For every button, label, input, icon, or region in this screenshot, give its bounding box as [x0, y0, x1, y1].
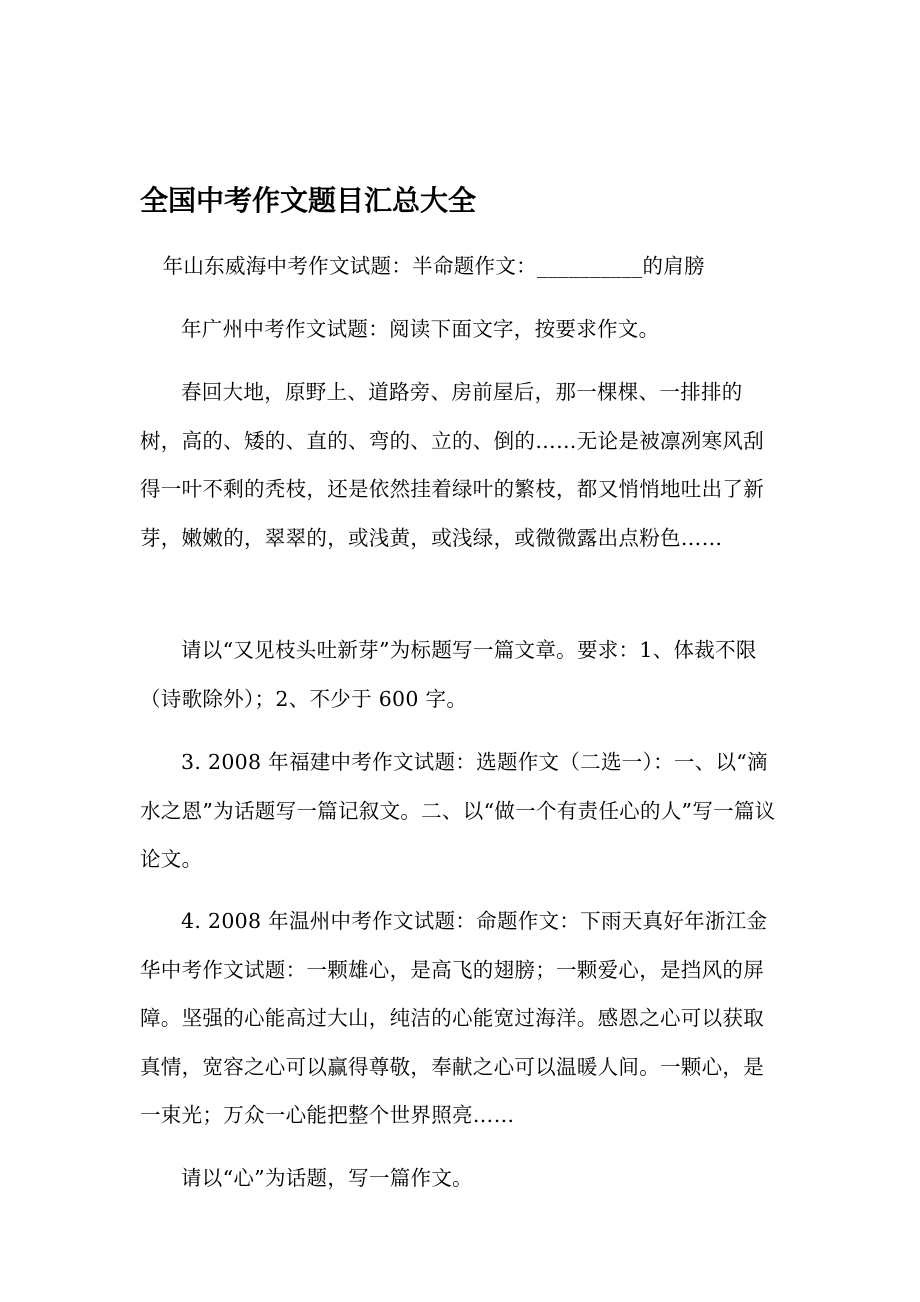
page-title: 全国中考作文题目汇总大全 [140, 184, 477, 217]
paragraph-heart-requirement: 请以“心”为话题，写一篇作文。 [181, 1166, 473, 1190]
paragraph-fujian-topic: 3. 2008 年福建中考作文试题：选题作文（二选一）：一、以“滴水之恩”为话题写一篇记叙文。二、以“做一个有责任心的人”写一篇议论文。 [140, 750, 776, 871]
paragraph-spring-passage: 春回大地，原野上、道路旁、房前屋后，那一棵棵、一排排的树，高的、矮的、直的、弯的、立的、倒的……无论是被凛冽寒风刮得一叶不剩的秃枝，还是依然挂着绿叶的繁枝，都又悄悄地吐出了新芽，嫩嫩的，翠翠的，或浅黄，或浅绿，或微微露出点粉色…… [140, 380, 764, 550]
paragraph-guangzhou-topic: 年广州中考作文试题：阅读下面文字，按要求作文。 [181, 317, 660, 341]
paragraph-new-buds-requirement: 请以“又见枝头吐新芽”为标题写一篇文章。要求：1、体裁不限（诗歌除外）；2、不少于 600 字。 [140, 638, 757, 711]
paragraph-wenzhou-jinhua-topic: 4. 2008 年温州中考作文试题：命题作文：下雨天真好年浙江金华中考作文试题：一颗雄心，是高飞的翅膀；一颗爱心，是挡风的屏障。坚强的心能高过大山，纯洁的心能宽过海洋。感恩之心可以获取真情，宽容之心可以赢得尊敬，奉献之心可以温暖人间。一颗心，是一束光；万众一心能把整个世界照亮…… [140, 909, 768, 1127]
paragraph-weihai-topic: 年山东威海中考作文试题：半命题作文：__________的肩膀 [162, 254, 705, 278]
